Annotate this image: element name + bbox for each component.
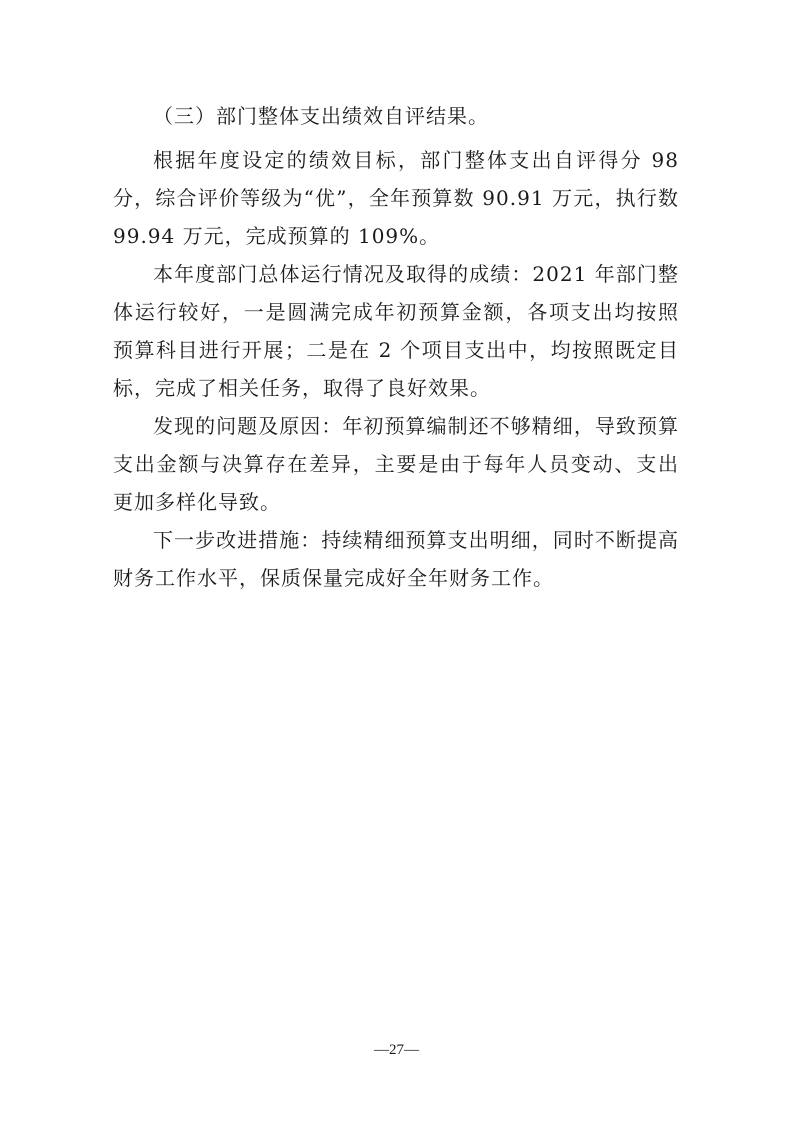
document-body (113, 97, 679, 597)
paragraph-operation-achievements: 本年度部门总体运行情况及取得的成绩：2021 年部门整体运行较好，一是圆满完成年初预算金额，各项支出均按照预算科目进行开展；二是在 2 个项目支出中，均按照既定目标，完成了相关任务，取得了良好效果。 (113, 262, 679, 400)
paragraph-performance-result: 根据年度设定的绩效目标，部门整体支出自评得分 98 分，综合评价等级为“优”，全年预算数 90.91 万元，执行数 99.94 万元，完成预算的 109%。 (113, 148, 679, 248)
paragraph-improvement-measures: 下一步改进措施：持续精细预算支出明细，同时不断提高财务工作水平，保质保量完成好全年财务工作。 (113, 528, 679, 590)
paragraph-problems-causes: 发现的问题及原因：年初预算编制还不够精细，导致预算支出金额与决算存在差异，主要是由于每年人员变动、支出更加多样化导致。 (113, 414, 679, 514)
section-heading: （三）部门整体支出绩效自评结果。 (153, 104, 489, 128)
page-number: —27— (374, 1042, 419, 1058)
